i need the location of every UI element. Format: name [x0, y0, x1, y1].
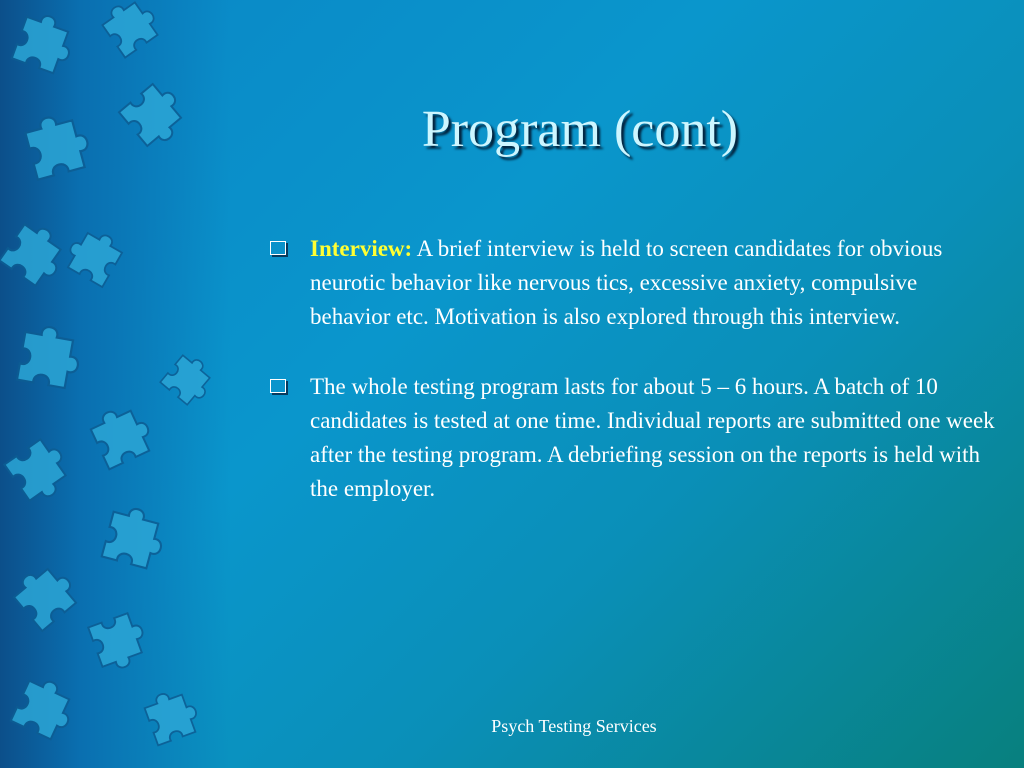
bullet-body: A brief interview is held to screen candidates for obvious neurotic behavior like nervous tics, excessive anxiety, compulsive behavior etc. Motivation is also explored through this interview. — [310, 236, 943, 329]
hollow-square-bullet-icon — [270, 379, 286, 393]
bullet-item-testing-program — [270, 370, 998, 506]
slide-footer: Psych Testing Services — [491, 716, 657, 736]
bullet-item-interview — [270, 232, 998, 334]
hollow-square-bullet-icon — [270, 241, 286, 255]
slide-title: Program (cont) — [421, 101, 739, 158]
bullet-body: The whole testing program lasts for about 5 – 6 hours. A batch of 10 candidates is tested at one time. Individual reports are submitted one week after the testing program. A debriefing session on the reports is held with the employer. — [310, 374, 995, 501]
bullet-term: Interview: — [310, 236, 413, 261]
bullet-text — [310, 232, 998, 334]
bullet-text — [310, 370, 998, 506]
bullet-list — [270, 232, 998, 542]
